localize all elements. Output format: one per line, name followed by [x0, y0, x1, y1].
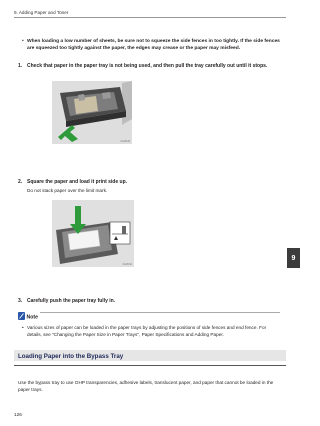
- step-number: 1.: [18, 63, 23, 69]
- note-item: [22, 324, 274, 338]
- bullet-dot: •: [22, 39, 24, 44]
- note-icon: [18, 307, 38, 320]
- step-text: Check that paper in the paper tray is not being used, and then pull the tray carefully out until it stops.: [27, 63, 268, 69]
- step-2: [18, 179, 280, 186]
- page-number: 126: [14, 412, 22, 417]
- bullet-dot: •: [22, 325, 24, 330]
- chapter-tab: 9: [287, 248, 300, 268]
- note-rule: [40, 312, 280, 313]
- load-paper-illustration: [52, 200, 134, 267]
- note-text: Various sizes of paper can be loaded in the paper trays by adjusting the positions of side fences and end fence. For details, see "Changing the Paper Size in Paper Trays", Paper Specifications and Adding Paper.: [27, 325, 267, 338]
- step-number: 3.: [18, 298, 23, 304]
- step-text: Square the paper and load it print side up.: [27, 179, 128, 185]
- section-body: Use the bypass tray to use OHP transparencies, adhesive labels, translucent paper, and paper that cannot be loaded in the paper trays.: [18, 380, 274, 392]
- step-number: 2.: [18, 179, 23, 185]
- figure-code: CHZ043: [120, 140, 130, 143]
- tray-pull-illustration: [52, 81, 132, 144]
- step-text: Carefully push the paper tray fully in.: [27, 298, 116, 304]
- section-title: Loading Paper into the Bypass Tray: [18, 353, 124, 360]
- warning-text: When loading a low number of sheets, be sure not to squeeze the side fences in too tightly. If the side fences are squeezed too tightly against the paper, the edges may crease or the paper may misfeed.: [27, 39, 280, 51]
- note-pencil-icon: [18, 312, 38, 320]
- warning-bullet: [22, 38, 280, 52]
- step-3: [18, 298, 280, 305]
- step-2-subtext: Do not stack paper over the limit mark.: [27, 188, 108, 193]
- running-head: 9. Adding Paper and Toner: [14, 10, 69, 15]
- figure-tray-pull-out: [52, 81, 132, 144]
- section-rule: [14, 365, 286, 366]
- step-1: [18, 63, 280, 70]
- figure-load-paper: [52, 200, 134, 267]
- note-label: Note: [26, 314, 38, 320]
- figure-code: CHZ044: [122, 263, 132, 266]
- header-rule: [14, 17, 286, 18]
